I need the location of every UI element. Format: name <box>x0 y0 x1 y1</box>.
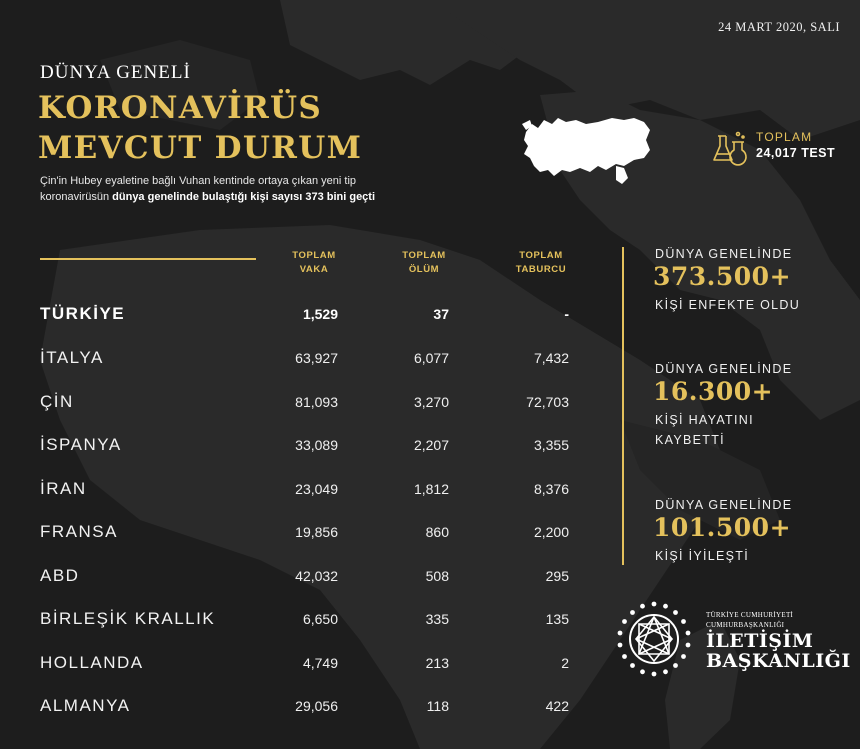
stat-desc-line: KİŞİ İYİLEŞTİ <box>655 549 750 563</box>
cases-value: 1,529 <box>302 306 338 322</box>
recovered-value: 135 <box>545 611 569 627</box>
org-name-line-2: CUMHURBAŞKANLIĞI <box>706 621 785 629</box>
cases-value: 42,032 <box>295 568 338 584</box>
stat-infected-value: 373.500+ <box>653 262 792 291</box>
country-name: ALMANYA <box>40 696 131 715</box>
country-name: BİRLEŞİK KRALLIK <box>40 609 216 628</box>
stat-deaths-value: 16.300+ <box>653 377 774 406</box>
recovered-value: 295 <box>545 568 569 584</box>
country-name: FRANSA <box>40 522 118 541</box>
test-total-label: TOPLAM <box>756 130 813 144</box>
deaths-value: 118 <box>426 698 449 714</box>
stat-recovered-value: 101.500+ <box>653 513 792 542</box>
deaths-value: 213 <box>425 655 449 671</box>
country-name: ÇİN <box>40 392 74 411</box>
column-header-line: TOPLAM <box>292 250 336 261</box>
stat-desc-line: KİŞİ ENFEKTE OLDU <box>655 298 801 312</box>
org-name-line-1: TÜRKİYE CUMHURİYETİ <box>706 611 794 619</box>
column-header-line: TABURCU <box>515 264 567 275</box>
cases-value: 81,093 <box>295 394 338 410</box>
country-name: İRAN <box>40 479 87 498</box>
table-row <box>0 696 600 720</box>
recovered-value: 2,200 <box>533 524 569 540</box>
test-total-value: 24,017 TEST <box>756 146 836 160</box>
recovered-value: 7,432 <box>533 350 569 366</box>
lab-flask-icon <box>712 130 750 166</box>
cases-value: 63,927 <box>295 350 338 366</box>
stat-infected-label: DÜNYA GENELİNDE <box>655 247 793 261</box>
stat-desc-line: KİŞİ HAYATINI <box>655 413 754 427</box>
table-row <box>0 566 600 590</box>
cases-value: 23,049 <box>295 481 338 497</box>
recovered-value: - <box>564 306 569 322</box>
deaths-value: 860 <box>425 524 449 540</box>
column-header-recovered <box>501 249 581 277</box>
deaths-value: 335 <box>425 611 449 627</box>
cases-value: 19,856 <box>295 524 338 540</box>
column-header-cases <box>274 249 354 277</box>
country-name: HOLLANDA <box>40 653 144 672</box>
intro-text-bold: dünya genelinde bulaştığı kişi sayısı 373 bini geçti <box>112 190 376 203</box>
intro-text-regular: Çin'in Hubey eyaletine bağlı Vuhan kentinde ortaya çıkan yeni tip koronavirüsün <box>40 175 357 203</box>
cases-value: 29,056 <box>295 698 338 714</box>
presidency-emblem-icon <box>615 600 693 678</box>
deaths-value: 6,077 <box>413 350 449 366</box>
title-line-2: MEVCUT DURUM <box>38 130 363 166</box>
table-row <box>0 392 600 416</box>
table-row <box>0 304 600 328</box>
stat-recovered-label: DÜNYA GENELİNDE <box>655 498 793 512</box>
column-header-deaths <box>384 249 464 277</box>
stat-desc-line: KAYBETTİ <box>655 433 725 447</box>
table-row <box>0 348 600 372</box>
table-row <box>0 522 600 546</box>
cases-value: 6,650 <box>302 611 338 627</box>
stats-divider <box>622 247 624 565</box>
deaths-value: 37 <box>433 306 449 322</box>
page-subtitle: DÜNYA GENELİ <box>40 62 191 83</box>
column-header-line: TOPLAM <box>519 250 563 261</box>
cases-value: 4,749 <box>302 655 338 671</box>
org-name-line-3: İLETİŞİM <box>706 630 814 652</box>
turkey-map-icon <box>520 110 655 188</box>
recovered-value: 2 <box>561 655 569 671</box>
org-name-line-4: BAŞKANLIĞI <box>706 650 851 672</box>
deaths-value: 2,207 <box>413 437 449 453</box>
deaths-value: 1,812 <box>413 481 449 497</box>
date-label: 24 MART 2020, SALI <box>718 20 840 34</box>
header-divider <box>40 258 256 260</box>
stat-infected-desc <box>655 295 825 315</box>
recovered-value: 8,376 <box>533 481 569 497</box>
cases-value: 33,089 <box>295 437 338 453</box>
recovered-value: 422 <box>545 698 569 714</box>
country-name: İSPANYA <box>40 435 122 454</box>
intro-text <box>40 174 380 205</box>
deaths-value: 3,270 <box>413 394 449 410</box>
column-header-line: VAKA <box>299 264 329 275</box>
country-name: ABD <box>40 566 80 585</box>
table-row <box>0 435 600 459</box>
column-header-line: TOPLAM <box>402 250 446 261</box>
title-line-1: KORONAVİRÜS <box>38 90 323 126</box>
table-row <box>0 653 600 677</box>
country-name: İTALYA <box>40 348 104 367</box>
stat-deaths-desc <box>655 410 825 450</box>
recovered-value: 72,703 <box>526 394 569 410</box>
page-title <box>38 88 362 168</box>
stat-recovered-desc <box>655 546 825 566</box>
country-name: TÜRKİYE <box>40 304 126 323</box>
deaths-value: 508 <box>425 568 449 584</box>
table-row <box>0 609 600 633</box>
column-header-line: ÖLÜM <box>408 264 440 275</box>
stat-deaths-label: DÜNYA GENELİNDE <box>655 362 793 376</box>
table-row <box>0 479 600 503</box>
recovered-value: 3,355 <box>533 437 569 453</box>
